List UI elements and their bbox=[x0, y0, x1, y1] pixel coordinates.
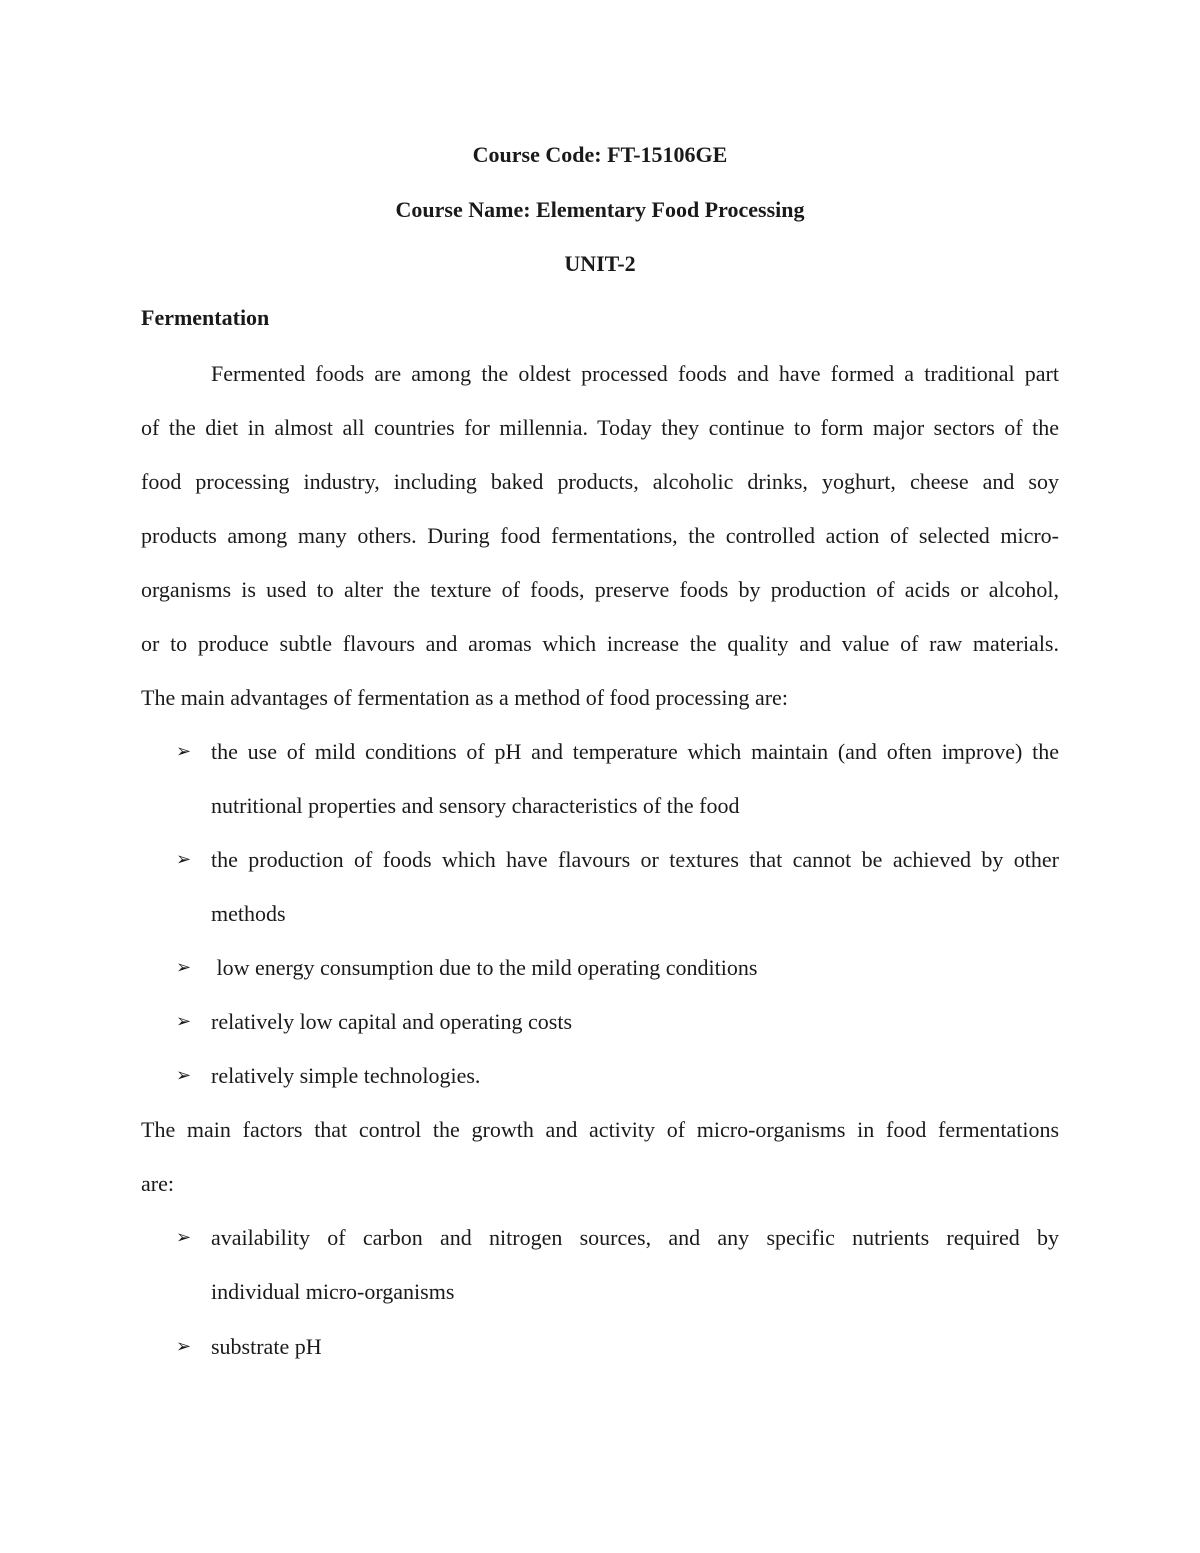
paragraph-line: food processing industry, including baked products, alcoholic drinks, yoghurt, cheese and soy bbox=[141, 469, 1059, 494]
arrow-bullet-icon: ➢ bbox=[176, 1065, 192, 1086]
list-item: relatively low capital and operating costs bbox=[211, 1009, 573, 1034]
list-item-continuation: individual micro-organisms bbox=[211, 1279, 455, 1304]
arrow-bullet-icon: ➢ bbox=[176, 1336, 192, 1357]
advantages-lead: The main advantages of fermentation as a method of food processing are: bbox=[141, 685, 788, 710]
list-item: the production of foods which have flavours or textures that cannot be achieved by other bbox=[211, 847, 1059, 872]
arrow-bullet-icon: ➢ bbox=[176, 1227, 192, 1248]
list-item: relatively simple technologies. bbox=[211, 1063, 481, 1088]
arrow-bullet-icon: ➢ bbox=[176, 741, 192, 762]
factors-lead: The main factors that control the growth and activity of micro-organisms in food fermentations bbox=[141, 1117, 1059, 1142]
paragraph-line: or to produce subtle flavours and aromas which increase the quality and value of raw materials. bbox=[141, 631, 1059, 656]
arrow-bullet-icon: ➢ bbox=[176, 957, 192, 978]
arrow-bullet-icon: ➢ bbox=[176, 1011, 192, 1032]
list-item: the use of mild conditions of pH and temperature which maintain (and often improve) the bbox=[211, 739, 1059, 764]
section-title: Fermentation bbox=[141, 305, 270, 330]
list-item-continuation: methods bbox=[211, 901, 286, 926]
course-code-heading: Course Code: FT-15106GE bbox=[472, 142, 728, 167]
arrow-bullet-icon: ➢ bbox=[176, 849, 192, 870]
paragraph-line: Fermented foods are among the oldest processed foods and have formed a traditional part bbox=[211, 361, 1059, 386]
paragraph-line: products among many others. During food fermentations, the controlled action of selected micro- bbox=[141, 523, 1059, 548]
unit-heading: UNIT-2 bbox=[564, 251, 636, 276]
factors-lead-continuation: are: bbox=[141, 1171, 174, 1196]
list-item: low energy consumption due to the mild operating conditions bbox=[211, 955, 758, 980]
course-name-heading: Course Name: Elementary Food Processing bbox=[395, 197, 805, 222]
list-item-continuation: nutritional properties and sensory characteristics of the food bbox=[211, 793, 740, 818]
paragraph-line: of the diet in almost all countries for millennia. Today they continue to form major sectors of the bbox=[141, 415, 1059, 440]
list-item: availability of carbon and nitrogen sources, and any specific nutrients required by bbox=[211, 1225, 1059, 1250]
list-item: substrate pH bbox=[211, 1334, 322, 1359]
paragraph-line: organisms is used to alter the texture of foods, preserve foods by production of acids or alcohol, bbox=[141, 577, 1059, 602]
